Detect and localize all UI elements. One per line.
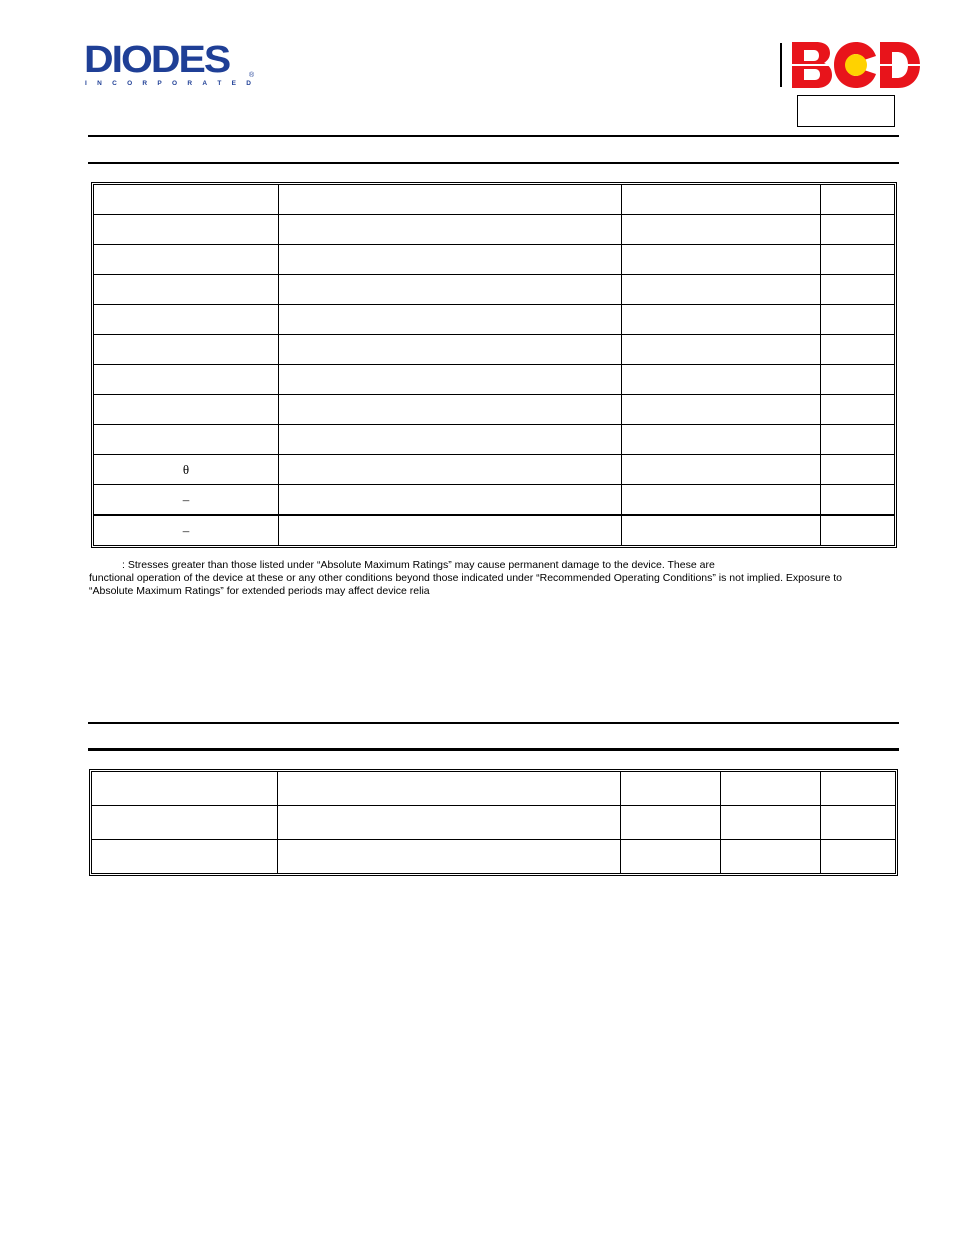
table-cell bbox=[821, 215, 894, 245]
table-row bbox=[94, 335, 894, 365]
table-cell bbox=[821, 516, 894, 545]
table-cell bbox=[622, 185, 821, 215]
table-cell bbox=[94, 335, 279, 365]
table-cell bbox=[94, 245, 279, 275]
table-row bbox=[92, 806, 895, 840]
table-cell bbox=[621, 772, 721, 806]
table-cell bbox=[622, 245, 821, 275]
diodes-sub-letter: E bbox=[231, 80, 236, 87]
table-cell bbox=[821, 455, 894, 485]
table-cell bbox=[821, 365, 894, 395]
table-cell bbox=[621, 840, 721, 873]
table-cell bbox=[279, 215, 622, 245]
table-cell bbox=[279, 485, 622, 516]
table-cell bbox=[278, 772, 621, 806]
table-cell bbox=[622, 395, 821, 425]
section1-bottom-rule bbox=[88, 162, 899, 164]
header-part-box bbox=[797, 95, 895, 127]
note-line-1: : Stresses greater than those listed under “Absolute Maximum Ratings” may cause permanent damage to the device. These are bbox=[122, 559, 715, 571]
table-row bbox=[94, 215, 894, 245]
bcd-logo-divider bbox=[780, 43, 782, 87]
diodes-sub-letter: R bbox=[142, 80, 148, 87]
table-cell bbox=[821, 485, 894, 516]
table-cell: – bbox=[94, 485, 279, 516]
table-cell bbox=[279, 305, 622, 335]
table-cell bbox=[821, 305, 894, 335]
table-cell bbox=[94, 275, 279, 305]
ratings-note bbox=[89, 559, 898, 597]
table-cell bbox=[94, 305, 279, 335]
table-cell bbox=[622, 335, 821, 365]
diodes-sub-letter: I bbox=[85, 80, 87, 87]
table-cell bbox=[92, 806, 278, 840]
table-cell bbox=[94, 425, 279, 455]
diodes-sub-letter: A bbox=[202, 80, 208, 87]
table-cell bbox=[279, 275, 622, 305]
recommended-operating-table bbox=[89, 769, 898, 876]
table-cell bbox=[94, 185, 279, 215]
diodes-logo-subtitle bbox=[85, 80, 251, 87]
table-row bbox=[94, 516, 894, 545]
table-cell bbox=[279, 395, 622, 425]
table-row bbox=[94, 275, 894, 305]
table-cell bbox=[821, 840, 895, 873]
table-row bbox=[94, 395, 894, 425]
table-cell bbox=[279, 335, 622, 365]
section2-bottom-rule bbox=[88, 748, 899, 751]
table-cell bbox=[622, 485, 821, 516]
table-cell bbox=[821, 185, 894, 215]
table-cell bbox=[821, 275, 894, 305]
table-row bbox=[92, 840, 895, 873]
section1-top-rule bbox=[88, 135, 899, 137]
diodes-sub-letter: O bbox=[127, 80, 133, 87]
diodes-sub-letter: N bbox=[97, 80, 102, 87]
table-cell bbox=[279, 455, 622, 485]
table-cell bbox=[278, 840, 621, 873]
diodes-sub-letter: O bbox=[172, 80, 178, 87]
table-cell bbox=[279, 245, 622, 275]
table-cell bbox=[279, 425, 622, 455]
table-row bbox=[94, 455, 894, 485]
table-cell bbox=[621, 806, 721, 840]
table-cell bbox=[279, 516, 622, 545]
table-row bbox=[94, 305, 894, 335]
diodes-sub-letter: P bbox=[157, 80, 162, 87]
table-cell bbox=[622, 516, 821, 545]
diodes-sub-letter: T bbox=[217, 80, 222, 87]
table-cell bbox=[821, 772, 895, 806]
diodes-sub-letter: D bbox=[246, 80, 251, 87]
table-cell bbox=[622, 365, 821, 395]
diodes-logo-word: DIODES bbox=[84, 38, 230, 81]
bcd-logo bbox=[792, 42, 920, 88]
table-cell bbox=[622, 305, 821, 335]
table-row bbox=[94, 485, 894, 516]
table-cell bbox=[94, 215, 279, 245]
table-cell bbox=[94, 395, 279, 425]
table-row bbox=[92, 772, 895, 806]
note-line-3: “Absolute Maximum Ratings” for extended periods may affect device relia bbox=[89, 584, 430, 597]
table-cell bbox=[622, 425, 821, 455]
table-cell: – bbox=[94, 516, 279, 545]
table-cell bbox=[279, 365, 622, 395]
section2-top-rule bbox=[88, 722, 899, 724]
bcd-yellow-dot bbox=[845, 54, 867, 76]
table-cell bbox=[821, 806, 895, 840]
diodes-sub-letter: C bbox=[112, 80, 117, 87]
diodes-logo bbox=[84, 38, 256, 90]
table-cell bbox=[279, 185, 622, 215]
table-row bbox=[94, 245, 894, 275]
table-cell bbox=[622, 275, 821, 305]
table-cell bbox=[821, 395, 894, 425]
diodes-sub-letter: R bbox=[187, 80, 193, 87]
table-cell bbox=[721, 806, 821, 840]
table-cell bbox=[821, 245, 894, 275]
table-cell: θ bbox=[94, 455, 279, 485]
table-cell bbox=[622, 455, 821, 485]
table-row bbox=[94, 425, 894, 455]
table-cell bbox=[821, 425, 894, 455]
table-cell bbox=[721, 772, 821, 806]
registered-mark: ® bbox=[249, 72, 255, 79]
table-cell bbox=[92, 840, 278, 873]
table-cell bbox=[94, 365, 279, 395]
absolute-max-ratings-table bbox=[91, 182, 897, 548]
table-row bbox=[94, 185, 894, 215]
table-cell bbox=[622, 215, 821, 245]
table-cell bbox=[721, 840, 821, 873]
table-cell bbox=[92, 772, 278, 806]
table-cell bbox=[278, 806, 621, 840]
note-line-2: functional operation of the device at these or any other conditions beyond those indicated under “Recommended Operating Conditions” is not implied. Exposure to bbox=[89, 571, 842, 584]
table-row bbox=[94, 365, 894, 395]
table-cell bbox=[821, 335, 894, 365]
